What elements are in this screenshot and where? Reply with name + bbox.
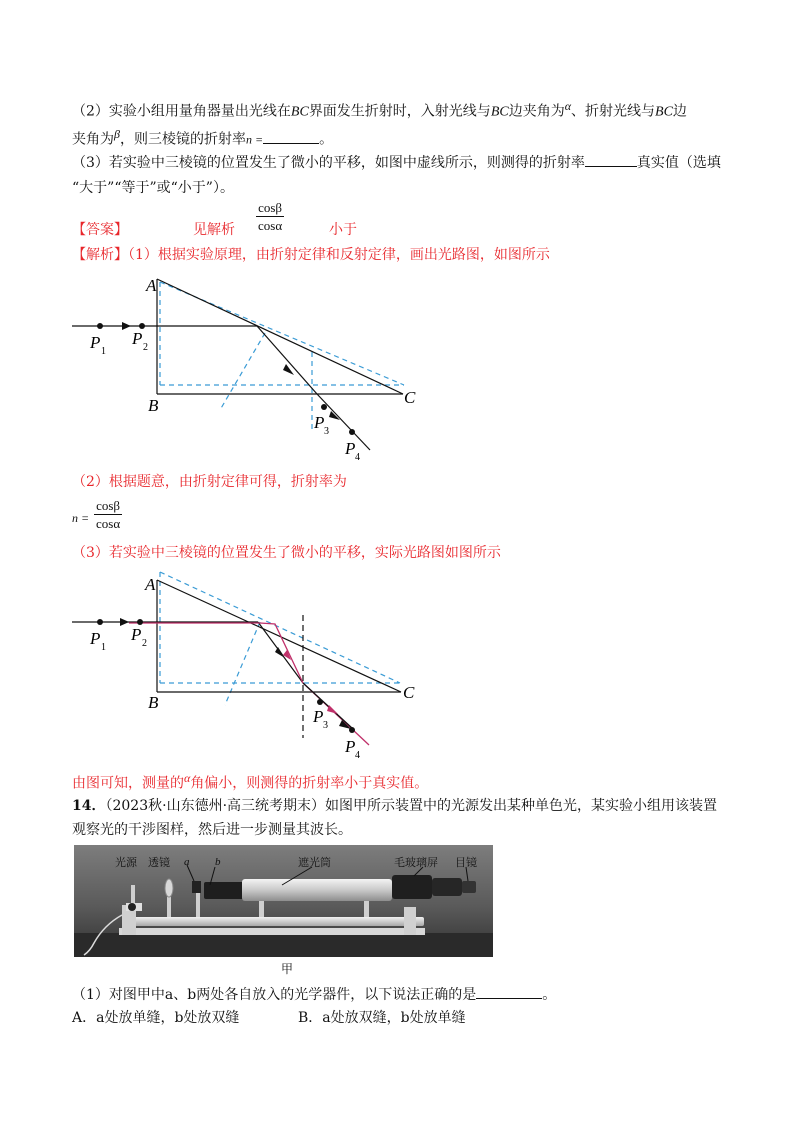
analysis-step2: （2）根据题意，由折射定律可得，折射率为 <box>72 474 347 490</box>
label-a: a <box>184 856 190 868</box>
label-screen: 毛玻璃屏 <box>394 857 438 869</box>
label-light-source: 光源 <box>115 857 137 869</box>
option-B[interactable]: B．a处放双缝，b处放单缝 <box>298 1010 466 1026</box>
label-P4: P <box>345 439 356 458</box>
q13-part3-line1: （3）若实验中三棱镜的位置发生了微小的平移，如图中虚线所示，则测得的折射率 真实值（选填 <box>72 152 721 173</box>
q13-part2-line1: （2）实验小组用量角器量出光线在BC界面发生折射时，入射光线与BC边夹角为α、折射光线与BC边 <box>72 99 687 120</box>
label-B: B <box>148 396 159 415</box>
label-eyepiece: 目镜 <box>455 857 477 869</box>
svg-text:2: 2 <box>143 342 148 353</box>
answer-blank[interactable] <box>476 984 542 999</box>
q13-part3-line2: “大于”“等于”或“小于”）。 <box>72 180 234 196</box>
label-P3: P <box>313 707 324 726</box>
label-lens: 透镜 <box>148 857 170 869</box>
q13-part2-line2: 夹角为β，则三棱镜的折射率n = 。 <box>72 127 334 148</box>
label-b: b <box>215 856 221 868</box>
answer-blank[interactable] <box>585 152 637 167</box>
label-P3: P <box>314 413 325 432</box>
svg-text:1: 1 <box>101 642 106 653</box>
svg-text:4: 4 <box>355 452 360 463</box>
svg-text:1: 1 <box>101 346 106 357</box>
label-P4: P <box>345 737 356 756</box>
label-C: C <box>403 683 415 702</box>
svg-text:3: 3 <box>323 720 328 731</box>
label-B: B <box>148 693 159 712</box>
q14-sub1: （1）对图甲中a、b两处各自放入的光学器件，以下说法正确的是 。 <box>72 984 556 1005</box>
diagram-light-path-1 <box>60 265 440 470</box>
label-A: A <box>146 276 157 295</box>
svg-text:2: 2 <box>142 638 147 649</box>
label-P2: P <box>132 329 143 348</box>
label-A: A <box>145 575 156 594</box>
label-P2: P <box>131 625 142 644</box>
q14-intro-line1: 14．（2023秋·山东德州·高三统考期末）如图甲所示装置中的光源发出某种单色光，某实验小组用该装置 <box>72 798 718 814</box>
q14-intro-line2: 观察光的干涉图样，然后进一步测量其波长。 <box>72 822 352 838</box>
svg-text:4: 4 <box>355 750 360 761</box>
apparatus-photo <box>74 845 493 957</box>
answer-blank[interactable] <box>263 129 319 144</box>
analysis-step3: （3）若实验中三棱镜的位置发生了微小的平移，实际光路图如图所示 <box>72 545 501 561</box>
label-P1: P <box>90 333 101 352</box>
diagram-light-path-2 <box>60 563 440 763</box>
label-P1: P <box>90 629 101 648</box>
analysis-step1: 【解析】（1）根据实验原理，由折射定律和反射定律，画出光路图，如图所示 <box>72 247 550 263</box>
analysis-conclusion: 由图可知，测量的α角偏小，则测得的折射率小于真实值。 <box>72 771 429 792</box>
label-tube: 遮光筒 <box>298 857 331 869</box>
figure-caption: 甲 <box>281 962 294 976</box>
label-C: C <box>404 388 416 407</box>
svg-text:3: 3 <box>324 426 329 437</box>
answer-fraction: $\frac{\cos\beta}{\cos\alpha}$ <box>258 200 283 233</box>
option-A[interactable]: A．a处放单缝，b处放双缝 <box>72 1010 240 1026</box>
